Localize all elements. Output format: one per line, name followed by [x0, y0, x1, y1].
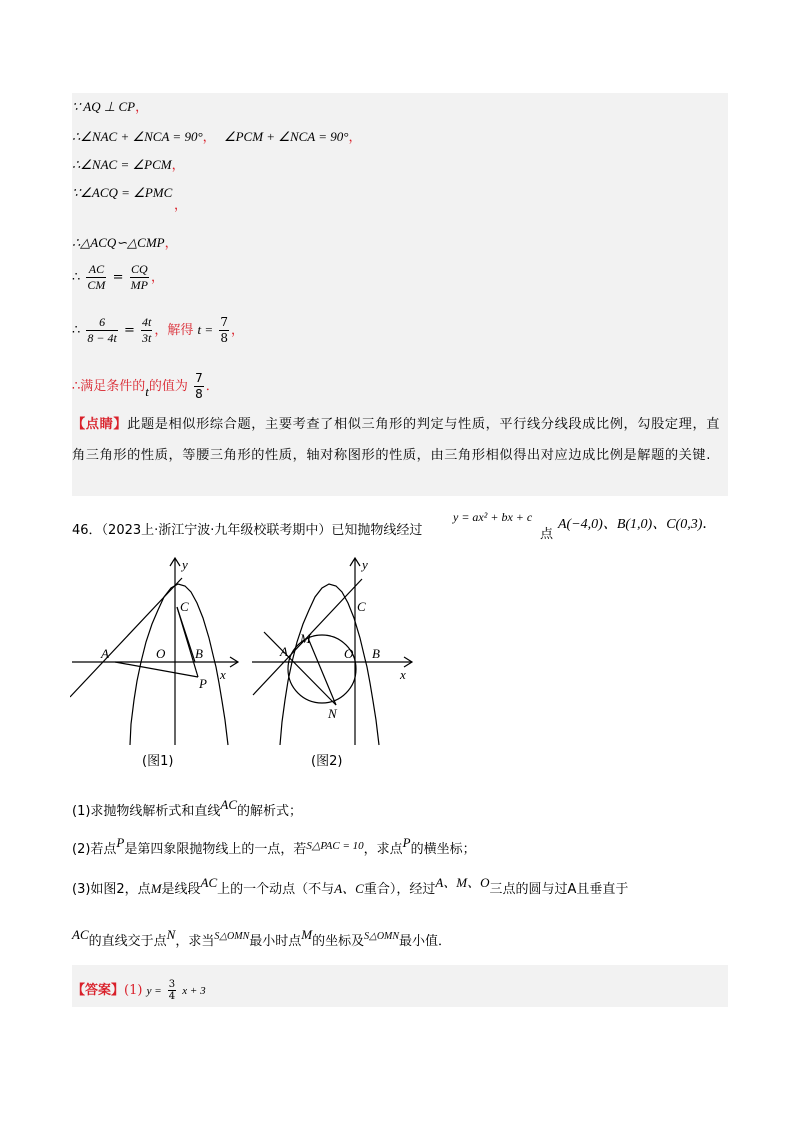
line-ac [70, 578, 182, 697]
label-a: A [280, 644, 288, 659]
answer-fraction: $\frac{3}{4}$ [168, 979, 176, 1002]
segment-ap [115, 662, 198, 677]
figure-1 [70, 555, 250, 770]
label-y: y [182, 557, 188, 572]
label-p: P [199, 676, 207, 691]
solution-block [72, 93, 728, 496]
question-3-line-2: AC的直线交于点N，求当$^{S\triangle OMN}$最小时点M的坐标及$^{S\triangle OMN}$最小值． [72, 927, 452, 949]
solution-comment: 【点睛】此题是相似形综合题，主要考查了相似三角形的判定与性质，平行线分线段成比例，勾股定理，直角三角形的性质，等腰三角形的性质，轴对称图形的性质，由三角形相似得出对应边成比例是解题的关键. [72, 417, 721, 463]
question-2: (2)若点P是第四象限抛物线上的一点，若$^{S\triangle PAC = 10}$，求点P的横坐标； [72, 835, 476, 857]
figure-2-caption: (图2) [311, 754, 343, 769]
label-o: O [344, 646, 354, 661]
label-b: B [195, 646, 203, 661]
label-m: M [300, 631, 311, 646]
fraction-cq-mp: $\frac{CQ}{MP}$ [130, 262, 148, 292]
problem-points: A(−4,0)、B(1,0)、C(0,3)． [558, 516, 717, 532]
label-c: C [180, 599, 189, 614]
fraction-result: $\frac{7}{8}$ [195, 371, 203, 401]
problem-points-word: 点 [540, 527, 554, 542]
fraction-7-8: $\frac{7}{8}$ [220, 315, 228, 345]
solution-line-2: ∴∠NAC + ∠NCA = 90°， ∠PCM + ∠NCA = 90°， [72, 129, 362, 145]
parabola [130, 584, 228, 745]
solution-line-8: ∴满足条件的t的值为 $\frac{7}{8}$ ． [72, 371, 219, 401]
solution-line-4-tail: ， [174, 198, 188, 213]
label-c: C [357, 599, 366, 614]
fraction-6-over: $\frac{6}{8 - 4t}$ [87, 315, 117, 345]
solution-line-5: ∴△ACQ∽△CMP， [72, 235, 178, 251]
problem-statement: 46．（2023上·浙江宁波·九年级校联考期中）已知抛物线经过 [72, 523, 423, 538]
solution-line-1: ∵ AQ ⊥ CP， [72, 99, 149, 115]
figure-1-caption: (图1) [142, 754, 174, 769]
answer-block [72, 965, 728, 1007]
question-1: (1)求抛物线解析式和直线AC的解析式； [72, 797, 303, 819]
label-y: y [362, 557, 368, 572]
label-o: O [156, 646, 166, 661]
solution-line-4: ∵∠ACQ = ∠PMC [72, 185, 173, 200]
label-x: x [400, 667, 406, 682]
question-3-line-1: (3)如图2，点M是线段AC上的一个动点（不与A、C重合），经过A、M、O三点的圆与过A且垂直于 [72, 875, 629, 897]
answer-line: 【答案】(1) y = $\frac{3}{4}$ x + 3 [72, 979, 206, 1002]
fraction-4t-3t: $\frac{4t}{3t}$ [142, 315, 152, 345]
solution-line-7: ∴ $\frac{6}{8 - 4t}$ = $\frac{4t}{3t}$ ，解得 t = $\frac{7}{8}$ ， [72, 315, 244, 345]
label-b: B [372, 646, 380, 661]
fraction-ac-cm: $\frac{AC}{CM}$ [87, 262, 106, 292]
solution-line-3: ∴∠NAC = ∠PCM， [72, 157, 185, 173]
figure-2 [250, 555, 420, 770]
problem-equation: y = ax² + bx + c [453, 510, 533, 524]
label-x: x [220, 667, 226, 682]
segment-mn [308, 638, 336, 705]
solution-line-6: ∴ $\frac{AC}{CM}$ = $\frac{CQ}{MP}$ ， [72, 262, 164, 292]
segment-cb [177, 607, 195, 662]
label-a: A [101, 646, 109, 661]
label-n: N [328, 706, 337, 721]
